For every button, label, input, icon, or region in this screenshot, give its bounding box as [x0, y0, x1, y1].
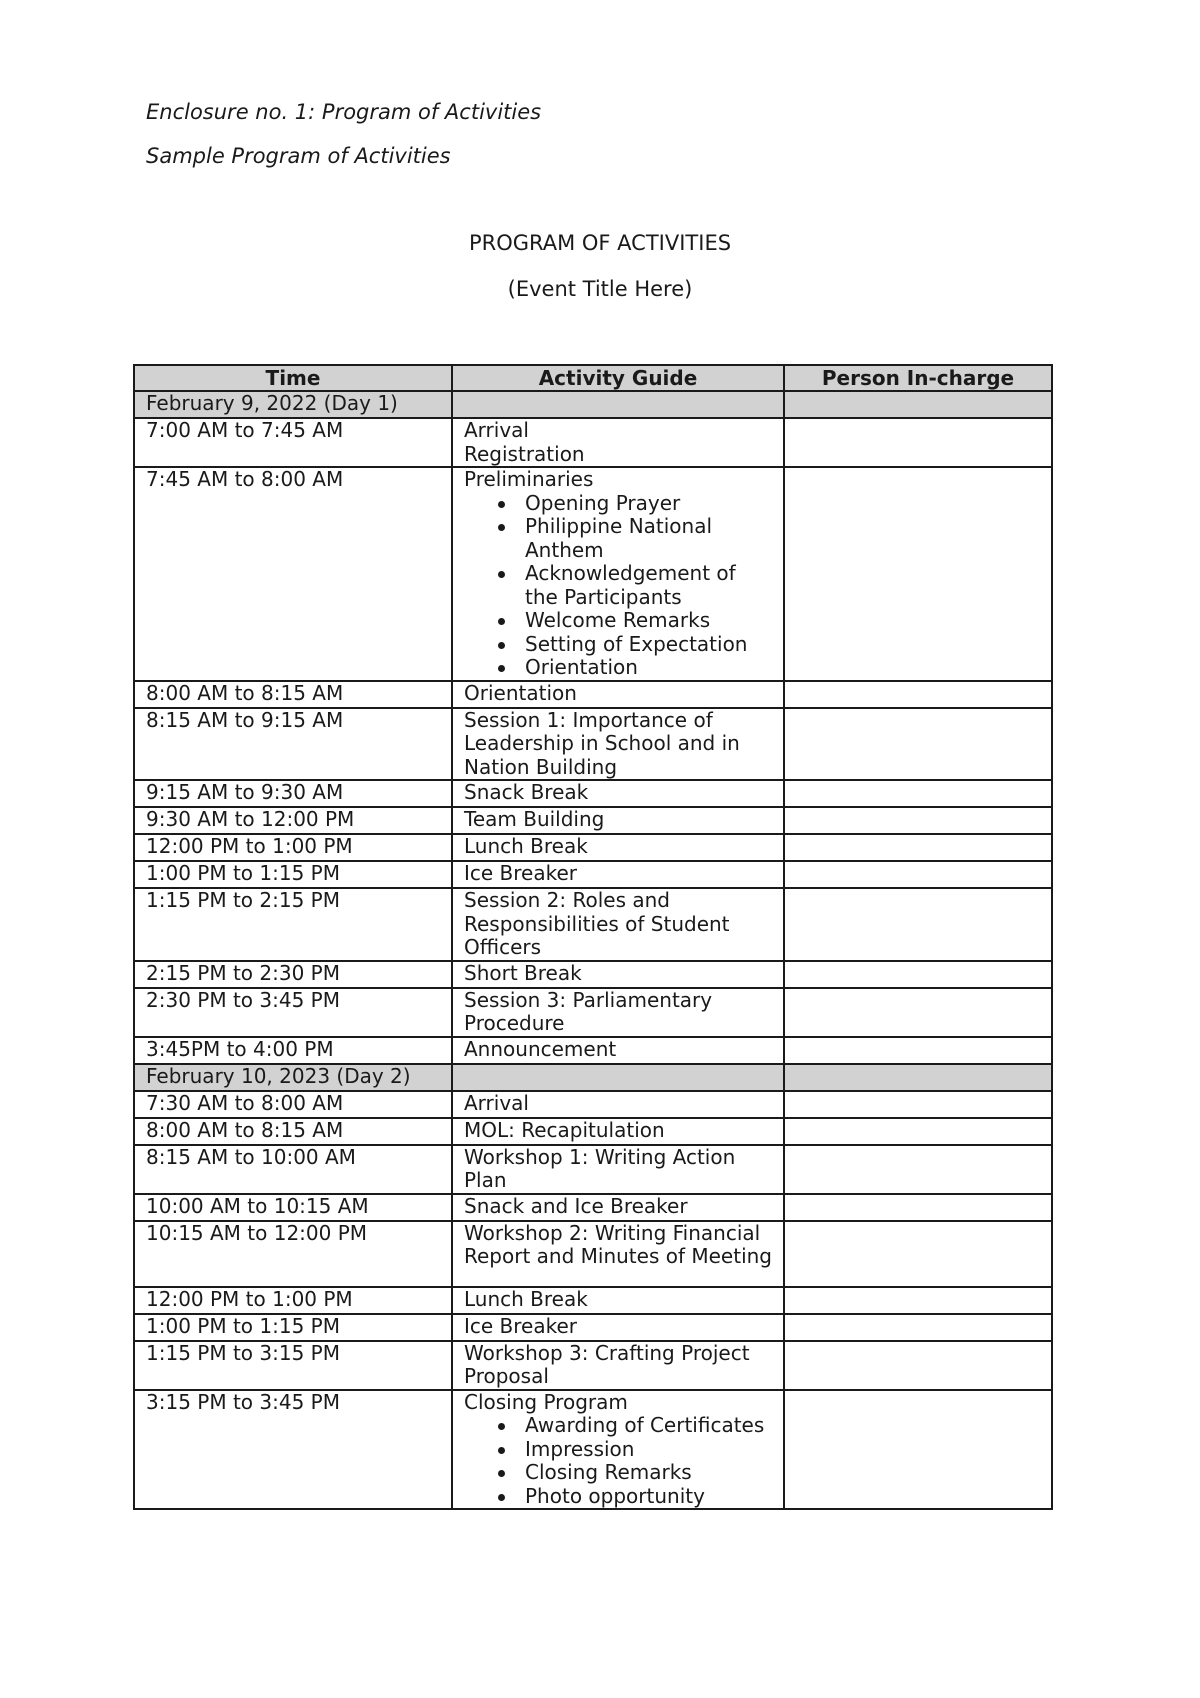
- table-row: [134, 1194, 1052, 1221]
- activity-cell: [452, 1390, 784, 1510]
- table-row: [134, 780, 1052, 807]
- person-in-charge-cell: [784, 861, 1052, 888]
- activity-bullet-item: Closing Remarks: [525, 1461, 773, 1485]
- person-in-charge-cell: [784, 681, 1052, 708]
- table-row: [134, 888, 1052, 961]
- day-activity-cell: [452, 1064, 784, 1091]
- header-person-in-charge: Person In-charge: [784, 365, 1052, 391]
- time-cell: 3:45PM to 4:00 PM: [134, 1037, 452, 1064]
- person-in-charge-cell: [784, 1314, 1052, 1341]
- person-in-charge-cell: [784, 467, 1052, 681]
- activity-cell: [452, 961, 784, 988]
- person-in-charge-cell: [784, 807, 1052, 834]
- day-label: February 10, 2023 (Day 2): [134, 1064, 452, 1091]
- activity-text: Session 2: Roles and Responsibilities of Student Officers: [464, 888, 730, 959]
- time-cell: 1:15 PM to 2:15 PM: [134, 888, 452, 961]
- time-cell: 2:30 PM to 3:45 PM: [134, 988, 452, 1037]
- activity-cell: [452, 1194, 784, 1221]
- activity-bullet-item: Orientation: [525, 656, 773, 680]
- table-row: [134, 961, 1052, 988]
- activity-text: Preliminaries: [464, 467, 594, 491]
- table-row: [134, 1341, 1052, 1390]
- activity-text: Snack and Ice Breaker: [464, 1193, 688, 1218]
- activity-text: Session 1: Importance of Leadership in School and in Nation Building: [464, 707, 740, 779]
- time-cell: 12:00 PM to 1:00 PM: [134, 1287, 452, 1314]
- time-cell: 10:00 AM to 10:15 AM: [134, 1194, 452, 1221]
- person-in-charge-cell: [784, 1118, 1052, 1145]
- table-header-row: [134, 365, 1052, 391]
- activity-cell: [452, 708, 784, 781]
- table-row: [134, 467, 1052, 681]
- activity-bullet-list: [464, 492, 773, 680]
- activity-bullet-item: Awarding of Certificates: [525, 1414, 773, 1438]
- activity-bullet-item: Welcome Remarks: [525, 609, 773, 633]
- header-time: Time: [134, 365, 452, 391]
- table-row: [134, 1287, 1052, 1314]
- table-row: [134, 988, 1052, 1037]
- activity-cell: [452, 861, 784, 888]
- person-in-charge-cell: [784, 1287, 1052, 1314]
- activity-text: Session 3: Parliamentary Procedure: [464, 987, 713, 1035]
- table-row: [134, 1390, 1052, 1510]
- person-in-charge-cell: [784, 1341, 1052, 1390]
- activity-cell: [452, 1037, 784, 1064]
- person-in-charge-cell: [784, 1145, 1052, 1194]
- time-cell: 9:30 AM to 12:00 PM: [134, 807, 452, 834]
- activity-bullet-item: Setting of Expectation: [525, 633, 773, 657]
- event-title: (Event Title Here): [507, 277, 693, 301]
- time-cell: 2:15 PM to 2:30 PM: [134, 961, 452, 988]
- table-row: [134, 1091, 1052, 1118]
- activity-cell: [452, 988, 784, 1037]
- activity-bullet-list: [464, 1414, 773, 1508]
- activity-cell: [452, 467, 784, 681]
- person-in-charge-cell: [784, 1091, 1052, 1118]
- activity-text: Short Break: [464, 960, 582, 985]
- person-in-charge-cell: [784, 1390, 1052, 1510]
- activity-text: MOL: Recapitulation: [464, 1117, 665, 1142]
- activity-cell: [452, 1221, 784, 1287]
- time-cell: 1:00 PM to 1:15 PM: [134, 1314, 452, 1341]
- activity-text: Closing Program: [464, 1389, 628, 1414]
- day-header-row: [134, 391, 1052, 418]
- activity-text: Workshop 1: Writing Action Plan: [464, 1144, 736, 1192]
- activity-cell: [452, 780, 784, 807]
- activity-text: Ice Breaker: [464, 861, 578, 885]
- time-cell: 12:00 PM to 1:00 PM: [134, 834, 452, 861]
- table-row: [134, 708, 1052, 781]
- activity-cell: [452, 1341, 784, 1390]
- activity-cell: [452, 1091, 784, 1118]
- activity-cell: [452, 1118, 784, 1145]
- activity-bullet-item: Photo opportunity: [525, 1485, 773, 1509]
- activity-text: Registration: [464, 441, 585, 466]
- activity-text: Workshop 2: Writing Financial Report and Minutes of Meeting: [464, 1220, 772, 1268]
- activity-text: Team Building: [464, 807, 605, 831]
- person-in-charge-cell: [784, 1221, 1052, 1287]
- program-table: [133, 364, 1053, 1510]
- table-row: [134, 1118, 1052, 1145]
- table-row: [134, 1037, 1052, 1064]
- table-row: [134, 807, 1052, 834]
- person-in-charge-cell: [784, 418, 1052, 467]
- activity-text: Ice Breaker: [464, 1313, 578, 1338]
- activity-cell: [452, 834, 784, 861]
- time-cell: 7:00 AM to 7:45 AM: [134, 418, 452, 467]
- day-person-cell: [784, 391, 1052, 418]
- activity-cell: [452, 1145, 784, 1194]
- time-cell: 1:00 PM to 1:15 PM: [134, 861, 452, 888]
- time-cell: 10:15 AM to 12:00 PM: [134, 1221, 452, 1287]
- day-label: February 9, 2022 (Day 1): [134, 391, 452, 418]
- activity-cell: [452, 1314, 784, 1341]
- activity-cell: [452, 1287, 784, 1314]
- time-cell: 3:15 PM to 3:45 PM: [134, 1390, 452, 1510]
- page-title: PROGRAM OF ACTIVITIES: [468, 231, 732, 255]
- activity-cell: [452, 681, 784, 708]
- person-in-charge-cell: [784, 888, 1052, 961]
- person-in-charge-cell: [784, 961, 1052, 988]
- time-cell: 9:15 AM to 9:30 AM: [134, 780, 452, 807]
- person-in-charge-cell: [784, 780, 1052, 807]
- sample-label: Sample Program of Activities: [146, 144, 451, 168]
- person-in-charge-cell: [784, 1194, 1052, 1221]
- table-row: [134, 834, 1052, 861]
- activity-cell: [452, 807, 784, 834]
- activity-text: Lunch Break: [464, 834, 588, 858]
- activity-bullet-item: Impression: [525, 1438, 773, 1462]
- table-row: [134, 861, 1052, 888]
- time-cell: 8:00 AM to 8:15 AM: [134, 681, 452, 708]
- day-person-cell: [784, 1064, 1052, 1091]
- table-row: [134, 1221, 1052, 1287]
- time-cell: 8:15 AM to 9:15 AM: [134, 708, 452, 781]
- header-activity-guide: Activity Guide: [452, 365, 784, 391]
- activity-bullet-item: Opening Prayer: [525, 492, 773, 516]
- person-in-charge-cell: [784, 988, 1052, 1037]
- activity-text: Arrival: [464, 418, 529, 442]
- activity-bullet-item: Acknowledgement of the Participants: [525, 562, 773, 609]
- person-in-charge-cell: [784, 834, 1052, 861]
- activity-text: Workshop 3: Crafting Project Proposal: [464, 1340, 750, 1388]
- activity-text: Lunch Break: [464, 1286, 588, 1311]
- table-row: [134, 418, 1052, 467]
- program-body: [134, 391, 1052, 1509]
- time-cell: 8:15 AM to 10:00 AM: [134, 1145, 452, 1194]
- person-in-charge-cell: [784, 708, 1052, 781]
- activity-text: Orientation: [464, 680, 577, 705]
- time-cell: 7:30 AM to 8:00 AM: [134, 1091, 452, 1118]
- table-row: [134, 1314, 1052, 1341]
- table-row: [134, 681, 1052, 708]
- activity-cell: [452, 888, 784, 961]
- activity-cell: [452, 418, 784, 467]
- day-activity-cell: [452, 391, 784, 418]
- person-in-charge-cell: [784, 1037, 1052, 1064]
- activity-text: Snack Break: [464, 780, 589, 804]
- time-cell: 7:45 AM to 8:00 AM: [134, 467, 452, 681]
- activity-bullet-item: Philippine National Anthem: [525, 515, 773, 562]
- activity-text: Announcement: [464, 1036, 617, 1061]
- time-cell: 8:00 AM to 8:15 AM: [134, 1118, 452, 1145]
- day-header-row: [134, 1064, 1052, 1091]
- time-cell: 1:15 PM to 3:15 PM: [134, 1341, 452, 1390]
- activity-text: Arrival: [464, 1090, 529, 1115]
- table-row: [134, 1145, 1052, 1194]
- enclosure-label: Enclosure no. 1: Program of Activities: [146, 100, 542, 124]
